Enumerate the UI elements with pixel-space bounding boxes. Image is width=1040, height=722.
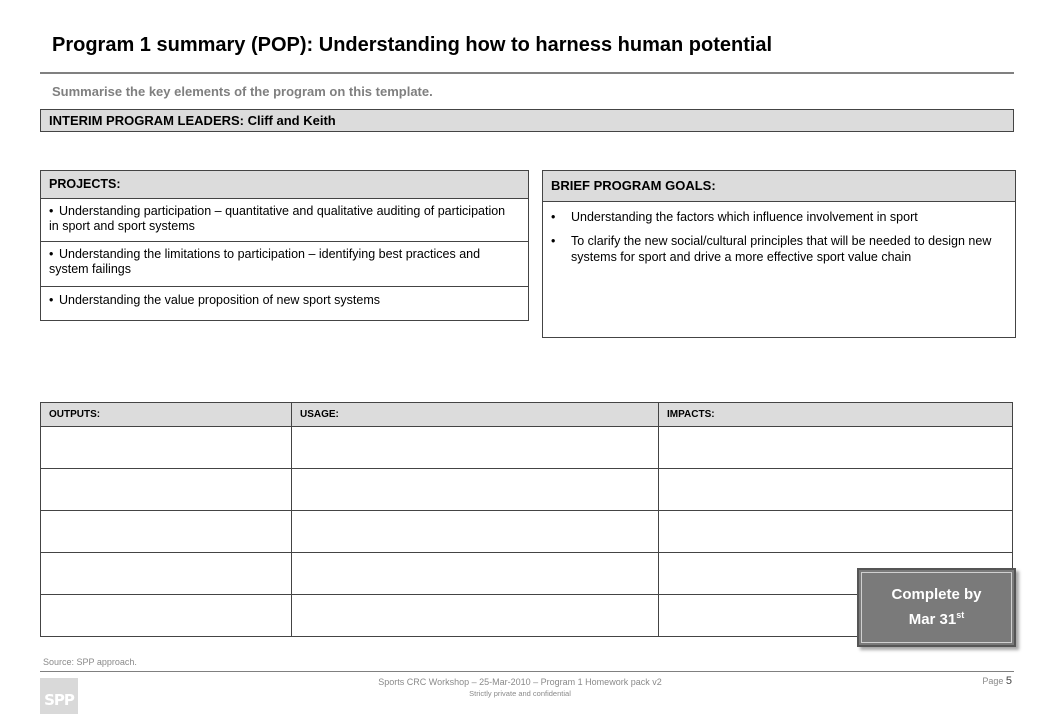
page-label: Page [982, 676, 1004, 686]
bullet-icon: • [551, 210, 556, 224]
callout-line1: Complete by [891, 586, 982, 603]
goal-text: To clarify the new social/cultural principles that will be needed to design new systems for sport and drive a more effective sport value chain [571, 234, 992, 264]
footer-center [300, 677, 740, 698]
table-cell[interactable] [292, 469, 659, 511]
footer-divider [40, 671, 1014, 672]
projects-heading: PROJECTS: [41, 171, 528, 199]
table-cell[interactable] [41, 595, 292, 637]
footer-workshop-line: Sports CRC Workshop – 25-Mar-2010 – Program 1 Homework pack v2 [378, 677, 662, 687]
callout-date: Mar 31 [908, 611, 957, 628]
goal-text: Understanding the factors which influence involvement in sport [571, 210, 918, 224]
table-cell[interactable] [41, 553, 292, 595]
table-header-row [41, 403, 1013, 427]
page-subtitle: Summarise the key elements of the program on this template. [52, 84, 433, 99]
page-number-value: 5 [1005, 675, 1012, 687]
column-header-usage: USAGE: [292, 403, 659, 427]
bullet-icon: • [49, 247, 54, 261]
source-note: Source: SPP approach. [43, 657, 137, 667]
table-row [41, 511, 1013, 553]
project-text: Understanding participation – quantitative and qualitative auditing of participation in sport and sport systems [49, 204, 506, 233]
page-title: Program 1 summary (POP): Understanding how to harness human potential [52, 34, 773, 56]
table-cell[interactable] [41, 469, 292, 511]
table-cell[interactable] [659, 469, 1013, 511]
table-cell[interactable] [292, 595, 659, 637]
bullet-icon: • [49, 293, 54, 307]
table-cell[interactable] [41, 511, 292, 553]
callout-superscript: st [956, 610, 965, 620]
table-cell[interactable] [292, 427, 659, 469]
footer-confidential-line: Strictly private and confidential [469, 689, 571, 698]
goal-item [543, 209, 1015, 225]
project-text: Understanding the value proposition of new sport systems [59, 293, 381, 307]
table-row [41, 469, 1013, 511]
complete-by-callout [857, 568, 1016, 647]
project-item [41, 287, 528, 321]
spp-logo: SPP [40, 678, 78, 714]
goals-list [543, 202, 1015, 265]
table-row [41, 427, 1013, 469]
program-leaders-bar: INTERIM PROGRAM LEADERS: Cliff and Keith [40, 109, 1014, 132]
project-item [41, 242, 528, 287]
table-cell[interactable] [41, 427, 292, 469]
project-text: Understanding the limitations to participation – identifying best practices and system failings [49, 247, 481, 276]
projects-box [40, 170, 529, 321]
title-divider [40, 72, 1014, 74]
table-cell[interactable] [659, 511, 1013, 553]
bullet-icon: • [49, 204, 54, 218]
column-header-outputs: OUTPUTS: [41, 403, 292, 427]
table-cell[interactable] [292, 553, 659, 595]
callout-inner-border [861, 572, 1012, 643]
page-number [960, 675, 1012, 687]
goals-box [542, 170, 1016, 338]
goal-item [543, 233, 1015, 265]
goals-heading: BRIEF PROGRAM GOALS: [543, 171, 1015, 202]
table-cell[interactable] [292, 511, 659, 553]
table-cell[interactable] [659, 427, 1013, 469]
column-header-impacts: IMPACTS: [659, 403, 1013, 427]
bullet-icon: • [551, 234, 556, 248]
project-item [41, 199, 528, 242]
